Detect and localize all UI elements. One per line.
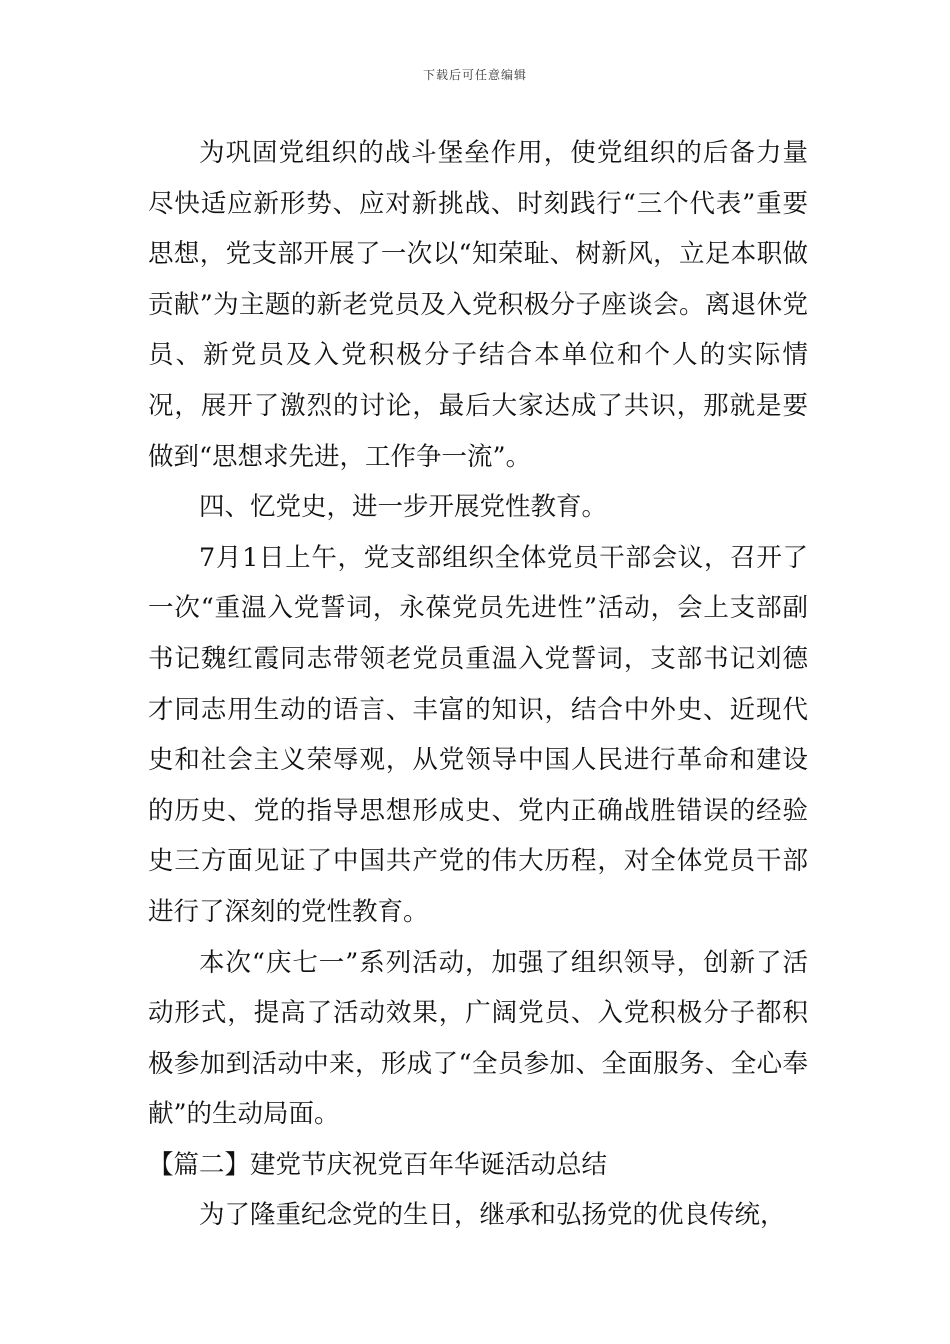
paragraph-party-history-heading: 四、忆党史，进一步开展党性教育。 bbox=[199, 492, 608, 523]
paragraph-symposium: 为巩固党组织的战斗堡垒作用，使党组织的后备力量尽快适应新形势、应对新挑战、时刻践行“三个代表”重要思想，党支部开展了一次以“知荣耻、树新风，立足本职做贡献”为主题的新老党员及入党积极分子座谈会。离退休党员、新党员及入党积极分子结合本单位和个人的实际情况，展开了激烈的讨论，最后大家达成了共识，那就是要做到“思想求先进，工作争一流”。 bbox=[148, 138, 808, 472]
paragraph-closing: 为了隆重纪念党的生日，继承和弘扬党的优良传统， bbox=[199, 1200, 786, 1231]
paragraph-summary: 本次“庆七一”系列活动，加强了组织领导，创新了活动形式，提高了活动效果，广阔党员、入党积极分子都积极参加到活动中来，形成了“全员参加、全面服务、全心奉献”的生动局面。 bbox=[148, 947, 808, 1130]
paragraph-oath-activity: 7月1日上午，党支部组织全体党员干部会议，召开了一次“重温入党誓词，永葆党员先进性”活动，会上支部副书记魏红霞同志带领老党员重温入党誓词，支部书记刘德才同志用生动的语言、丰富的知识，结合中外史、近现代史和社会主义荣辱观，从党领导中国人民进行革命和建设的历史、党的指导思想形成史、党内正确战胜错误的经验史三方面见证了中国共产党的伟大历程，对全体党员干部进行了深刻的党性教育。 bbox=[148, 542, 808, 927]
page-header: 下载后可任意编辑 bbox=[422, 68, 527, 82]
document-body bbox=[148, 128, 808, 1241]
section-heading: 【篇二】建党节庆祝党百年华诞活动总结 bbox=[148, 1149, 608, 1180]
